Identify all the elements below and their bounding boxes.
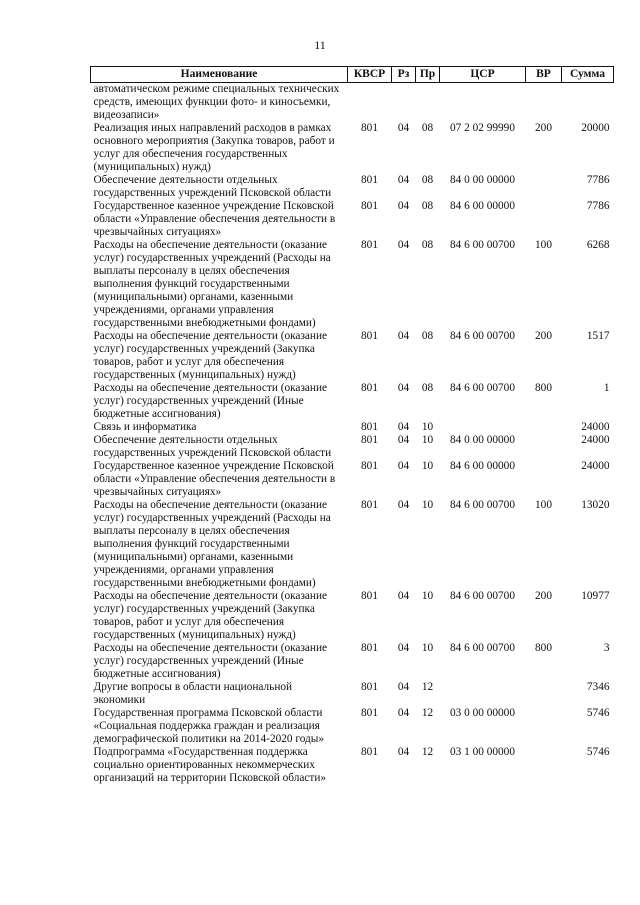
row-name-cell: Обеспечение деятельности отдельных государственных учреждений Псковской области: [93, 434, 332, 459]
row-name-cell: Реализация иных направлений расходов в рамках основного мероприятия (Закупка товаров, работ и услуг для обеспечения государственных (муниципальных) нужд): [93, 122, 335, 173]
row-rz-cell: 04: [397, 434, 410, 446]
row-csr-cell: 03 0 00 00000: [450, 707, 515, 719]
row-kvsr-cell: 801: [361, 434, 378, 446]
row-kvsr-cell: 801: [361, 707, 378, 719]
row-sum-cell: 7786: [586, 200, 610, 212]
table-row: [91, 642, 614, 681]
row-pr-cell: 10: [421, 499, 434, 511]
header-kvsr: КВСР: [348, 67, 392, 83]
row-rz-cell: [392, 83, 416, 123]
row-rz-cell: 04: [397, 499, 410, 511]
row-vr-cell: 800: [535, 642, 552, 654]
row-pr-cell: 10: [421, 421, 434, 433]
row-sum-cell: 3: [603, 642, 610, 654]
table-row: [91, 83, 614, 123]
row-vr-cell: 200: [535, 330, 552, 342]
header-sum: Сумма: [562, 67, 614, 83]
row-kvsr-cell: 801: [361, 330, 378, 342]
row-sum-cell: 7346: [586, 681, 610, 693]
row-vr-cell: [526, 434, 562, 460]
header-csr: ЦСР: [440, 67, 526, 83]
table-row: [91, 707, 614, 746]
row-name-cell: Расходы на обеспечение деятельности (оказание услуг) государственных учреждений (Закупка товаров, работ и услуг для обеспечения государственных (муниципальных) нужд): [93, 590, 328, 641]
row-rz-cell: 04: [397, 174, 410, 186]
row-csr-cell: 84 6 00 00700: [450, 330, 515, 342]
row-name-cell: Связь и информатика: [93, 421, 197, 433]
row-pr-cell: [416, 83, 440, 123]
row-name-cell: автоматическом режиме специальных технических средств, имеющих функции фото- и киносъемки, видеозаписи»: [93, 83, 340, 121]
row-vr-cell: [526, 174, 562, 200]
page-number: 11: [314, 38, 326, 52]
row-name-cell: Другие вопросы в области национальной экономики: [93, 681, 293, 706]
row-rz-cell: 04: [397, 460, 410, 472]
row-vr-cell: 100: [535, 499, 552, 511]
row-csr-cell: 84 6 00 00700: [450, 590, 515, 602]
row-csr-cell: [440, 421, 526, 434]
row-pr-cell: 08: [421, 122, 434, 134]
row-rz-cell: 04: [397, 200, 410, 212]
table-row: [91, 681, 614, 707]
table-row: [91, 200, 614, 239]
header-name: Наименование: [91, 67, 348, 83]
table-row: [91, 174, 614, 200]
row-vr-cell: [526, 460, 562, 499]
row-vr-cell: [526, 83, 562, 123]
row-name-cell: Государственное казенное учреждение Псковской области «Управление обеспечения деятельности в чрезвычайных ситуациях»: [93, 200, 336, 238]
row-vr-cell: [526, 681, 562, 707]
row-sum-cell: 5746: [586, 746, 610, 758]
row-kvsr-cell: 801: [361, 460, 378, 472]
row-rz-cell: 04: [397, 590, 410, 602]
row-vr-cell: [526, 707, 562, 746]
row-vr-cell: 800: [535, 382, 552, 394]
row-kvsr-cell: 801: [361, 382, 378, 394]
row-csr-cell: 84 6 00 00700: [450, 499, 515, 511]
table-header-row: [91, 67, 614, 83]
row-csr-cell: [440, 681, 526, 707]
row-kvsr-cell: 801: [361, 200, 378, 212]
row-name-cell: Расходы на обеспечение деятельности (оказание услуг) государственных учреждений (Иные бюджетные ассигнования): [93, 382, 328, 420]
row-csr-cell: 07 2 02 99990: [450, 122, 515, 134]
row-pr-cell: 08: [421, 330, 434, 342]
row-vr-cell: 200: [535, 122, 552, 134]
row-kvsr-cell: 801: [361, 642, 378, 654]
row-vr-cell: [526, 200, 562, 239]
row-name-cell: Расходы на обеспечение деятельности (оказание услуг) государственных учреждений (Закупка товаров, работ и услуг для обеспечения государственных (муниципальных) нужд): [93, 330, 328, 381]
table-row: [91, 746, 614, 785]
row-pr-cell: 08: [421, 200, 434, 212]
row-kvsr-cell: 801: [361, 590, 378, 602]
budget-table: [90, 66, 614, 785]
row-csr-cell: 84 6 00 00700: [450, 382, 515, 394]
row-pr-cell: 08: [421, 382, 434, 394]
row-name-cell: Государственная программа Псковской области «Социальная поддержка граждан и реализация демографической политики на 2014-2020 годы»: [93, 707, 325, 745]
header-pr: Пр: [416, 67, 440, 83]
header-rz: Рз: [392, 67, 416, 83]
row-name-cell: Подпрограмма «Государственная поддержка социально ориентированных некоммерческих организаций на территории Псковской области»: [93, 746, 327, 784]
row-kvsr-cell: [348, 83, 392, 123]
row-sum-cell: 24000: [581, 421, 610, 433]
row-sum-cell: 6268: [586, 239, 610, 251]
row-rz-cell: 04: [397, 746, 410, 758]
table-row: [91, 421, 614, 434]
row-sum-cell: 10977: [581, 590, 610, 602]
row-sum-cell: 1517: [586, 330, 610, 342]
row-csr-cell: 84 6 00 00000: [450, 460, 515, 472]
row-csr-cell: 03 1 00 00000: [450, 746, 515, 758]
table-row: [91, 590, 614, 642]
row-sum-cell: 7786: [586, 174, 610, 186]
row-rz-cell: 04: [397, 642, 410, 654]
row-csr-cell: 84 0 00 00000: [450, 434, 515, 446]
row-pr-cell: 10: [421, 590, 434, 602]
row-csr-cell: 84 6 00 00700: [450, 642, 515, 654]
row-vr-cell: 200: [535, 590, 552, 602]
table-row: [91, 499, 614, 590]
row-csr-cell: [440, 83, 526, 123]
row-sum-cell: 1: [603, 382, 610, 394]
row-kvsr-cell: 801: [361, 239, 378, 251]
row-name-cell: Расходы на обеспечение деятельности (оказание услуг) государственных учреждений (Расходы на выплаты персоналу в целях обеспечения выполнения функций государственными (муниципальными) органами, казенными учреждениями, органами управления государственными внебюджетными фондами): [93, 499, 331, 589]
row-pr-cell: 10: [421, 434, 434, 446]
row-rz-cell: 04: [397, 707, 410, 719]
row-kvsr-cell: 801: [361, 746, 378, 758]
row-rz-cell: 04: [397, 330, 410, 342]
row-kvsr-cell: 801: [361, 681, 378, 693]
row-sum-cell: 5746: [586, 707, 610, 719]
row-pr-cell: 12: [421, 746, 434, 758]
row-rz-cell: 04: [397, 382, 410, 394]
row-vr-cell: 100: [535, 239, 552, 251]
row-sum-cell: 24000: [581, 434, 610, 446]
row-rz-cell: 04: [397, 681, 410, 693]
table-row: [91, 122, 614, 174]
row-rz-cell: 04: [397, 122, 410, 134]
row-csr-cell: 84 6 00 00000: [450, 200, 515, 212]
row-kvsr-cell: 801: [361, 174, 378, 186]
row-csr-cell: 84 6 00 00700: [450, 239, 515, 251]
row-csr-cell: 84 0 00 00000: [450, 174, 515, 186]
row-rz-cell: 04: [397, 421, 410, 433]
row-pr-cell: 12: [421, 707, 434, 719]
row-sum-cell: 24000: [581, 460, 610, 472]
row-vr-cell: [526, 421, 562, 434]
row-name-cell: Государственное казенное учреждение Псковской области «Управление обеспечения деятельности в чрезвычайных ситуациях»: [93, 460, 336, 498]
row-pr-cell: 08: [421, 174, 434, 186]
row-kvsr-cell: 801: [361, 421, 378, 433]
header-vr: ВР: [526, 67, 562, 83]
table-row: [91, 330, 614, 382]
row-name-cell: Расходы на обеспечение деятельности (оказание услуг) государственных учреждений (Расходы на выплаты персоналу в целях обеспечения выполнения функций государственными (муниципальными) органами, казенными учреждениями, органами управления государственными внебюджетными фондами): [93, 239, 331, 329]
row-pr-cell: 10: [421, 642, 434, 654]
table-row: [91, 382, 614, 421]
row-rz-cell: 04: [397, 239, 410, 251]
row-sum-cell: 13020: [581, 499, 610, 511]
row-name-cell: Обеспечение деятельности отдельных государственных учреждений Псковской области: [93, 174, 332, 199]
row-pr-cell: 10: [421, 460, 434, 472]
table-row: [91, 460, 614, 499]
table-row: [91, 434, 614, 460]
row-kvsr-cell: 801: [361, 122, 378, 134]
row-sum-cell: 20000: [581, 122, 610, 134]
row-sum-cell: [562, 83, 614, 123]
row-kvsr-cell: 801: [361, 499, 378, 511]
row-vr-cell: [526, 746, 562, 785]
row-pr-cell: 08: [421, 239, 434, 251]
row-pr-cell: 12: [421, 681, 434, 693]
table-row: [91, 239, 614, 330]
row-name-cell: Расходы на обеспечение деятельности (оказание услуг) государственных учреждений (Иные бюджетные ассигнования): [93, 642, 328, 680]
